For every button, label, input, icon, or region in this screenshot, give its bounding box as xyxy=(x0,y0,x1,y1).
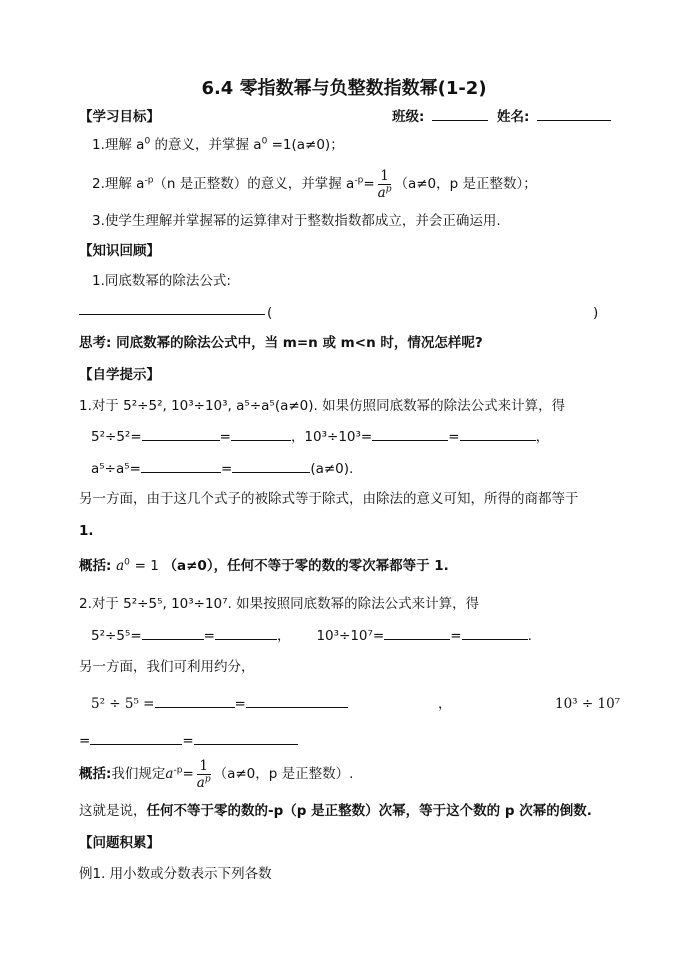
reduce-blank-2[interactable] xyxy=(246,695,348,708)
q2-blank-2[interactable] xyxy=(215,627,277,640)
section-problems-heading: 【问题积累】 xyxy=(79,835,160,851)
q2-blank-3[interactable] xyxy=(384,627,450,640)
paren-close: ) xyxy=(593,305,599,321)
q1-blank-2[interactable] xyxy=(231,428,291,441)
q2-blank-1[interactable] xyxy=(142,627,204,640)
think-question: 思考: 同底数幂的除法公式中，当 m=n 或 m<n 时，情况怎样呢? xyxy=(79,335,483,351)
reduce-line-2: = = xyxy=(79,732,298,750)
q2-blank-4[interactable] xyxy=(462,627,528,640)
other-hand-2: 另一方面，我们可利用约分， xyxy=(79,659,255,675)
class-label: 班级: xyxy=(392,109,425,125)
review-item-1: 1.同底数幂的除法公式: xyxy=(92,273,231,289)
summary-2: 概括:我们规定$a^{-p}=$ $\frac{1}{a^p}$ （a≠0，p 是正整数）. xyxy=(79,757,354,791)
reduce-comma: ， xyxy=(438,696,452,712)
section-objectives-heading: 【学习目标】 xyxy=(79,109,160,125)
self-study-q1: 1.对于 5²÷5², 10³÷10³, a⁵÷a⁵(a≠0). 如果仿照同底数幂的除法公式来计算，得 xyxy=(79,398,566,414)
q1-line-1: 5²÷5²= = ，10³÷10³= = ， xyxy=(91,429,550,445)
page-title: 6.4 零指数幂与负整数指数幂(1-2) xyxy=(201,78,487,99)
fraction-one-over-a-p: $\frac{1}{a^p}$ xyxy=(377,167,392,201)
other-hand-1: 另一方面，由于这几个式子的被除式等于除式，由除法的意义可知，所得的商都等于 xyxy=(79,491,579,507)
example-1: 例1. 用小数或分数表示下列各数 xyxy=(79,866,272,882)
objective-1: 1.理解 $a^0$ 的意义，并掌握 $a^0 =1(a\ne 0)$； xyxy=(92,136,344,153)
self-study-q2: 2.对于 5²÷5⁵, 10³÷10⁷. 如果按照同底数幂的除法公式来计算，得 xyxy=(79,596,480,612)
reduce-expr-2: 10³ ÷ 10⁷ xyxy=(555,696,621,712)
q1-blank-5[interactable] xyxy=(141,460,221,473)
reduce-blank-4[interactable] xyxy=(194,732,298,745)
name-field[interactable] xyxy=(537,108,611,121)
paren-open: ( xyxy=(267,305,273,321)
q1-line-2: a⁵÷a⁵= = (a≠0). xyxy=(91,461,354,477)
class-field[interactable] xyxy=(432,108,488,121)
summary-1: 概括: $a^0 = 1$ （a≠0），任何不等于零的数的零次幂都等于 1. xyxy=(79,557,449,574)
reduce-line-1: 5² ÷ 5⁵ = = xyxy=(91,695,348,713)
section-review-heading: 【知识回顾】 xyxy=(79,243,160,259)
division-formula-blank[interactable] xyxy=(79,302,265,315)
q1-blank-3[interactable] xyxy=(372,428,448,441)
fraction-one-over-a-p-2: $\frac{1}{a^p}$ xyxy=(196,757,211,791)
q1-blank-6[interactable] xyxy=(232,460,310,473)
objective-2: 2.理解 $a^{-p}(n$ 是正整数）的意义，并掌握 $a^{-p}=$ $\frac{1}{a^p}$ （a≠0，p 是正整数）； xyxy=(92,167,537,201)
section-self-study-heading: 【自学提示】 xyxy=(79,367,160,383)
q1-blank-1[interactable] xyxy=(142,428,220,441)
q1-blank-4[interactable] xyxy=(460,428,536,441)
other-hand-1-cont: 1. xyxy=(79,523,94,539)
reduce-blank-1[interactable] xyxy=(155,695,235,708)
reduce-blank-3[interactable] xyxy=(90,732,182,745)
conclusion: 这就是说，任何不等于零的数的-p（p 是正整数）次幂，等于这个数的 p 次幂的倒数. xyxy=(79,803,592,819)
q2-line: 5²÷5⁵= = ， 10³÷10⁷= = . xyxy=(91,628,532,644)
objective-3: 3.使学生理解并掌握幂的运算律对于整数指数都成立，并会正确运用. xyxy=(92,213,501,229)
name-label: 姓名: xyxy=(497,109,530,125)
